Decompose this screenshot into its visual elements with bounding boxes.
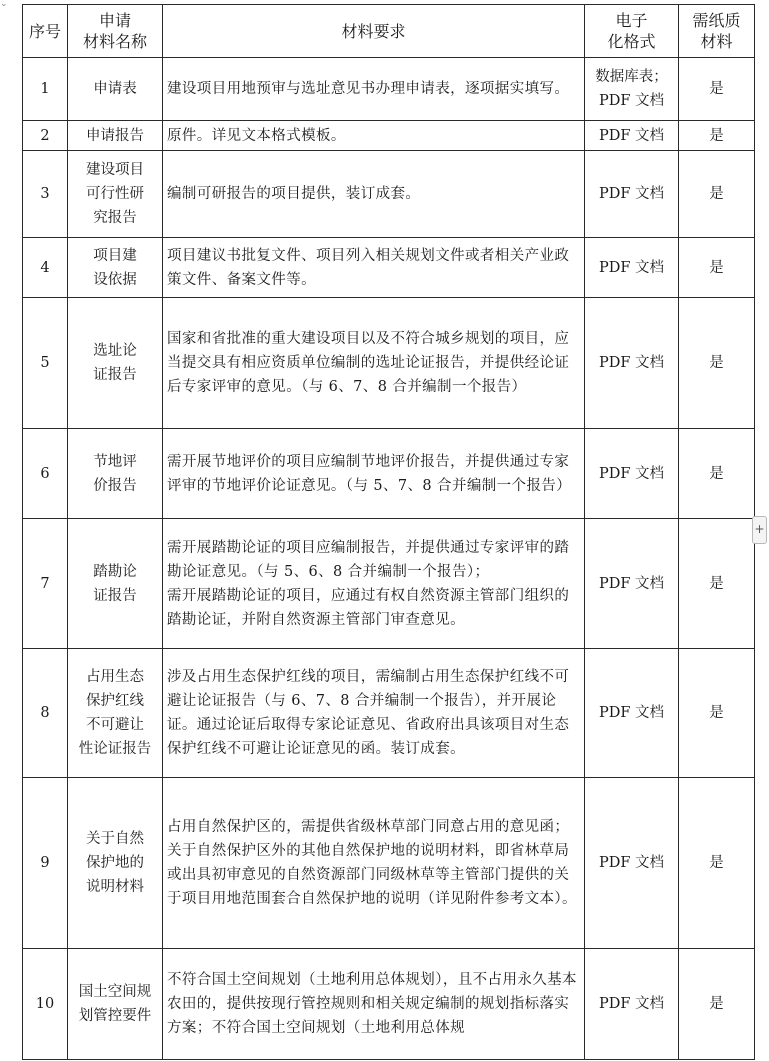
table-row	[23, 58, 755, 121]
table-row	[23, 298, 755, 429]
requirements-table	[22, 4, 755, 1060]
row-format: PDF 文档	[585, 778, 679, 949]
table-row	[23, 949, 755, 1060]
table-header-row	[23, 5, 755, 58]
row-paper-required: 是	[679, 58, 755, 121]
row-material-name: 申请表	[68, 58, 163, 121]
row-requirement: 建设项目用地预审与选址意见书办理申请表，逐项据实填写。	[163, 58, 585, 121]
row-index: 2	[23, 121, 68, 151]
row-index: 1	[23, 58, 68, 121]
table-row	[23, 429, 755, 519]
row-paper-required: 是	[679, 949, 755, 1060]
row-format: PDF 文档	[585, 649, 679, 778]
header-name: 申请 材料名称	[68, 5, 163, 58]
header-format: 电子 化格式	[585, 5, 679, 58]
row-requirement: 不符合国土空间规划（土地利用总体规划），且不占用永久基本农田的，提供按现行管控规则和相关规定编制的规划指标落实方案；不符合国土空间规划（土地利用总体规	[163, 949, 585, 1060]
row-material-name: 占用生态 保护红线 不可避让 性论证报告	[68, 649, 163, 778]
row-format: PDF 文档	[585, 519, 679, 649]
row-format: PDF 文档	[585, 298, 679, 429]
row-paper-required: 是	[679, 151, 755, 238]
row-material-name: 踏勘论 证报告	[68, 519, 163, 649]
row-material-name: 节地评 价报告	[68, 429, 163, 519]
row-requirement: 涉及占用生态保护红线的项目，需编制占用生态保护红线不可避让论证报告（与 6、7、8 合并编制一个报告），并开展论证。通过论证后取得专家论证意见、省政府出具该项目对生态保护红线不可避让论证意见的函。装订成套。	[163, 649, 585, 778]
row-format: PDF 文档	[585, 429, 679, 519]
row-index: 5	[23, 298, 68, 429]
row-format: PDF 文档	[585, 949, 679, 1060]
collapse-icon[interactable]: ⌄	[0, 0, 8, 9]
row-requirement: 原件。详见文本格式模板。	[163, 121, 585, 151]
row-format: 数据库表； PDF 文档	[585, 58, 679, 121]
row-index: 9	[23, 778, 68, 949]
row-material-name: 关于自然 保护地的 说明材料	[68, 778, 163, 949]
row-paper-required: 是	[679, 649, 755, 778]
row-index: 3	[23, 151, 68, 238]
row-requirement: 需开展踏勘论证的项目应编制报告，并提供通过专家评审的踏勘论证意见。（与 5、6、8 合并编制一个报告）； 需开展踏勘论证的项目，应通过有权自然资源主管部门组织的踏勘论证，并附自然资源主管部门审查意见。	[163, 519, 585, 649]
table-row	[23, 519, 755, 649]
row-format: PDF 文档	[585, 238, 679, 298]
header-paper: 需纸质 材料	[679, 5, 755, 58]
row-index: 4	[23, 238, 68, 298]
row-material-name: 国土空间规 划管控要件	[68, 949, 163, 1060]
header-index: 序号	[23, 5, 68, 58]
expand-side-button[interactable]: +	[752, 516, 767, 544]
row-index: 6	[23, 429, 68, 519]
row-index: 7	[23, 519, 68, 649]
table-row	[23, 151, 755, 238]
row-paper-required: 是	[679, 519, 755, 649]
row-paper-required: 是	[679, 121, 755, 151]
row-paper-required: 是	[679, 778, 755, 949]
table-row	[23, 778, 755, 949]
table-row	[23, 121, 755, 151]
row-material-name: 项目建 设依据	[68, 238, 163, 298]
row-requirement: 占用自然保护区的，需提供省级林草部门同意占用的意见函； 关于自然保护区外的其他自然保护地的说明材料，即省林草局或出具初审意见的自然资源部门同级林草等主管部门提供的关于项目用地范围套合自然保护地的说明（详见附件参考文本）。	[163, 778, 585, 949]
row-paper-required: 是	[679, 429, 755, 519]
row-format: PDF 文档	[585, 121, 679, 151]
row-format: PDF 文档	[585, 151, 679, 238]
row-paper-required: 是	[679, 298, 755, 429]
row-paper-required: 是	[679, 238, 755, 298]
row-requirement: 需开展节地评价的项目应编制节地评价报告，并提供通过专家评审的节地评价论证意见。（与 5、7、8 合并编制一个报告）	[163, 429, 585, 519]
row-requirement: 项目建议书批复文件、项目列入相关规划文件或者相关产业政策文件、备案文件等。	[163, 238, 585, 298]
row-requirement: 编制可研报告的项目提供，装订成套。	[163, 151, 585, 238]
row-material-name: 建设项目 可行性研 究报告	[68, 151, 163, 238]
row-material-name: 申请报告	[68, 121, 163, 151]
table-row	[23, 649, 755, 778]
row-requirement: 国家和省批准的重大建设项目以及不符合城乡规划的项目，应当提交具有相应资质单位编制的选址论证报告，并提供经论证后专家评审的意见。（与 6、7、8 合并编制一个报告）	[163, 298, 585, 429]
row-material-name: 选址论 证报告	[68, 298, 163, 429]
table-row	[23, 238, 755, 298]
row-index: 10	[23, 949, 68, 1060]
row-index: 8	[23, 649, 68, 778]
header-requirement: 材料要求	[163, 5, 585, 58]
